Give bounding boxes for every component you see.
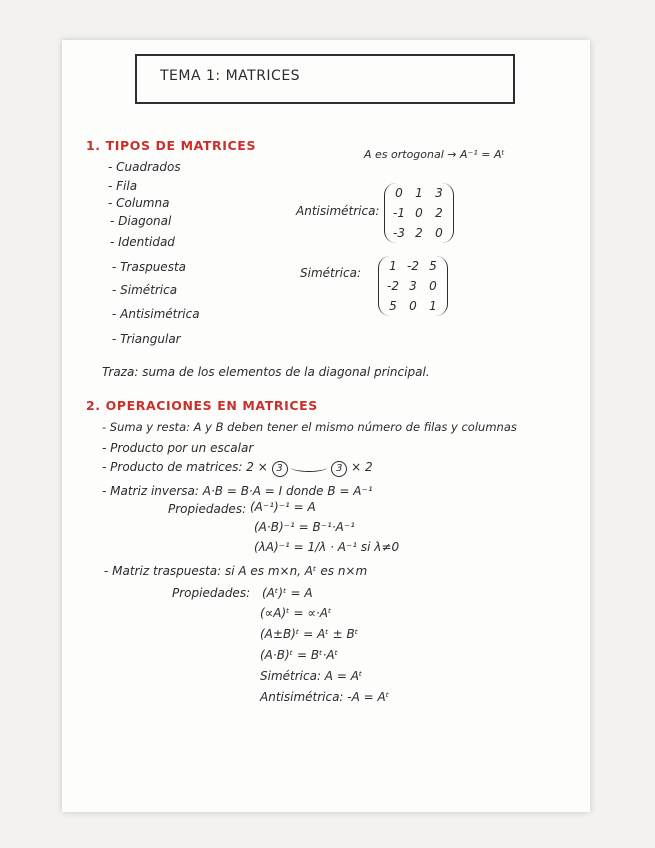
type-item: - Simétrica (112, 283, 178, 297)
matrix-cell: -2 (387, 279, 399, 293)
matrix-cell: 0 (409, 299, 417, 313)
transpose-props-label: Propiedades: (172, 586, 251, 600)
matrix-cell: 0 (435, 226, 443, 240)
op-inverse: - Matriz inversa: A·B = B·A = I donde B = A⁻¹ (102, 484, 373, 498)
op-transpose: - Matriz traspuesta: si A es m×n, Aᵗ es n×m (104, 564, 368, 578)
matrix-cell: 5 (389, 299, 397, 313)
transpose-prop: (Aᵗ)ᵗ = A (262, 586, 313, 600)
matrix-cell: 3 (435, 186, 443, 200)
circled-number: 3 (272, 461, 288, 477)
matrix-cell: 1 (415, 186, 423, 200)
matrix-cell: 0 (429, 279, 437, 293)
sym-label: Simétrica: (300, 266, 361, 280)
section-heading-tipos: 1. TIPOS DE MATRICES (86, 138, 257, 153)
matrix-cell: 5 (429, 259, 437, 273)
op-product (102, 460, 373, 477)
type-item: - Traspuesta (112, 260, 186, 274)
sym-matrix (378, 256, 448, 316)
matrix-cell: 1 (429, 299, 437, 313)
transpose-prop: Antisimétrica: -A = Aᵗ (260, 690, 390, 704)
product-connector (291, 463, 327, 472)
inverse-prop: (A·B)⁻¹ = B⁻¹·A⁻¹ (254, 520, 355, 534)
matrix-cell: -3 (393, 226, 405, 240)
product-suffix: × 2 (351, 460, 373, 474)
type-item: - Antisimétrica (112, 307, 200, 321)
transpose-prop: (A·B)ᵗ = Bᵗ·Aᵗ (260, 648, 339, 662)
type-item: - Triangular (112, 332, 181, 346)
type-item: - Diagonal (110, 214, 172, 228)
page-title: TEMA 1: MATRICES (160, 68, 301, 84)
inverse-prop: (λA)⁻¹ = 1/λ · A⁻¹ si λ≠0 (254, 540, 400, 554)
product-prefix: - Producto de matrices: 2 × (102, 460, 268, 474)
matrix-cell: 3 (409, 279, 417, 293)
matrix-cell: 2 (435, 206, 443, 220)
matrix-cell: 0 (395, 186, 403, 200)
op-sum: - Suma y resta: A y B deben tener el mismo número de filas y columnas (102, 420, 517, 434)
op-scalar: - Producto por un escalar (102, 441, 254, 455)
inverse-props-label: Propiedades: (168, 502, 247, 516)
type-item: - Cuadrados (108, 160, 181, 174)
antisym-label: Antisimétrica: (296, 204, 380, 218)
type-item: - Identidad (110, 235, 175, 249)
inverse-prop: (A⁻¹)⁻¹ = A (250, 500, 316, 514)
transpose-prop: Simétrica: A = Aᵗ (260, 669, 363, 683)
type-item: - Fila (108, 179, 138, 193)
matrix-cell: -2 (407, 259, 419, 273)
orthogonal-note: A es ortogonal → A⁻¹ = Aᵗ (364, 148, 505, 161)
matrix-cell: 2 (415, 226, 423, 240)
matrix-cell: -1 (393, 206, 405, 220)
antisym-matrix (384, 183, 454, 243)
matrix-cell: 1 (389, 259, 397, 273)
transpose-prop: (∝A)ᵗ = ∝·Aᵗ (260, 606, 332, 620)
transpose-prop: (A±B)ᵗ = Aᵗ ± Bᵗ (260, 627, 359, 641)
matrix-cell: 0 (415, 206, 423, 220)
section-heading-operaciones: 2. OPERACIONES EN MATRICES (86, 398, 318, 413)
type-item: - Columna (108, 196, 170, 210)
circled-number: 3 (331, 461, 347, 477)
trace-definition: Traza: suma de los elementos de la diagonal principal. (102, 365, 430, 379)
